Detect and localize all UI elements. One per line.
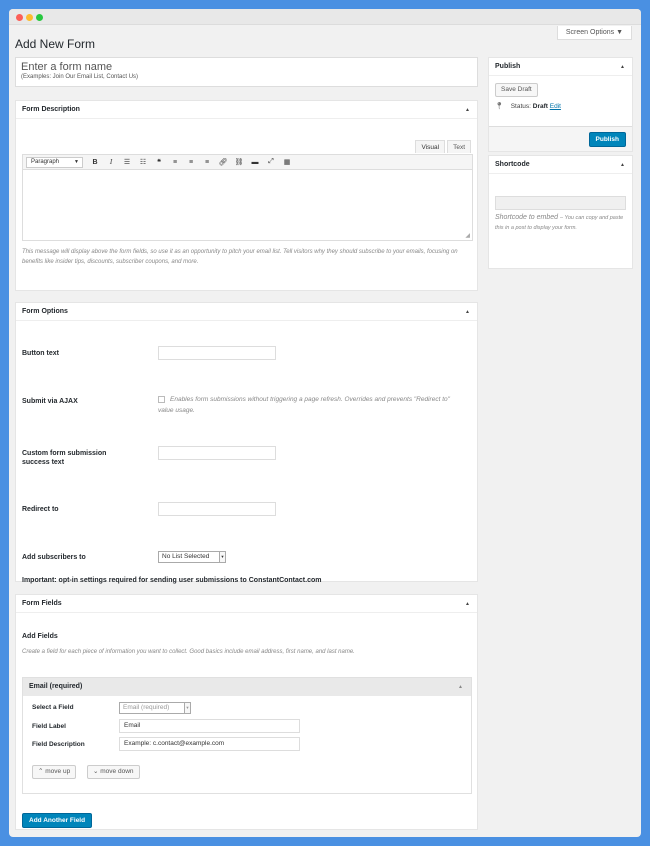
numbered-list-icon[interactable]: ☷ xyxy=(139,159,147,166)
publish-button[interactable]: Publish xyxy=(589,132,626,147)
pin-icon: 📍︎ xyxy=(495,103,504,110)
edit-status-link[interactable]: Edit xyxy=(549,103,561,110)
field-description-label: Field Description xyxy=(32,741,85,748)
move-down-button[interactable] xyxy=(87,765,140,779)
field-panel-title: Email (required) xyxy=(29,683,83,690)
editor-toolbar xyxy=(22,154,473,170)
maximize-window-icon[interactable] xyxy=(36,14,43,21)
shortcode-description xyxy=(495,213,627,233)
editor-tabs xyxy=(413,140,471,153)
fields-help-text: Create a field for each piece of information you want to collect. Good basics include email address, first name, and last name. xyxy=(22,649,355,655)
chevron-down-icon: ▼ xyxy=(219,551,226,563)
field-description-input[interactable]: Example: c.contact@example.com xyxy=(119,737,300,751)
read-more-icon[interactable]: ▬ xyxy=(251,158,259,166)
collapse-arrow-icon[interactable]: ▲ xyxy=(620,162,625,168)
field-label-label: Field Label xyxy=(32,723,66,730)
publish-title: Publish xyxy=(495,63,521,70)
success-text-input[interactable] xyxy=(158,446,276,460)
form-options-box xyxy=(15,302,478,582)
field-panel-header[interactable] xyxy=(23,678,471,696)
add-fields-heading: Add Fields xyxy=(22,633,58,640)
collapse-arrow-icon[interactable]: ▲ xyxy=(465,309,470,315)
redirect-input[interactable] xyxy=(158,502,276,516)
form-description-box xyxy=(15,100,478,291)
publish-box xyxy=(488,57,633,152)
post-status xyxy=(495,102,561,111)
form-description-header[interactable] xyxy=(16,101,477,119)
form-options-title: Form Options xyxy=(22,308,68,315)
move-down-label: move down xyxy=(100,768,134,775)
description-editor[interactable] xyxy=(22,170,473,241)
success-text-label: Custom form submission success text xyxy=(22,450,107,466)
shortcode-title: Shortcode xyxy=(495,161,530,168)
screen-options-button[interactable]: Screen Options ▼ xyxy=(557,26,632,40)
shortcode-desc-main: Shortcode to embed xyxy=(495,214,559,221)
form-fields-box xyxy=(15,594,478,830)
collapse-arrow-icon[interactable]: ▲ xyxy=(465,107,470,113)
publish-header[interactable] xyxy=(489,58,632,76)
list-select[interactable] xyxy=(158,551,226,563)
chevron-down-icon: ▼ xyxy=(184,702,191,714)
select-field-label: Select a Field xyxy=(32,704,74,711)
chevron-down-icon: ⌄ xyxy=(93,768,99,775)
chevron-up-icon: ⌃ xyxy=(38,768,44,775)
align-right-icon[interactable]: ≡ xyxy=(204,158,210,166)
title-bar xyxy=(9,9,641,25)
bullet-list-icon[interactable]: ☰ xyxy=(123,159,131,166)
form-name-placeholder: Enter a form name xyxy=(21,61,113,73)
resize-handle-icon[interactable]: ◢ xyxy=(465,233,470,239)
list-select-value: No List Selected xyxy=(162,553,210,560)
italic-icon[interactable]: I xyxy=(109,158,113,166)
collapse-arrow-icon[interactable]: ▲ xyxy=(465,601,470,607)
unlink-icon[interactable]: ⛓︎ xyxy=(234,159,244,166)
form-description-title: Form Description xyxy=(22,106,80,113)
shortcode-input[interactable] xyxy=(495,196,626,210)
paragraph-format-select[interactable] xyxy=(26,157,83,168)
link-icon[interactable]: 🔗︎ xyxy=(218,159,228,166)
button-text-input[interactable] xyxy=(158,346,276,360)
ajax-description: Enables form submissions without triggering a page refresh. Overrides and prevents "Redirect to" value usage. xyxy=(158,396,450,414)
form-name-field[interactable] xyxy=(15,57,478,87)
app-window xyxy=(9,9,641,837)
subscribers-label: Add subscribers to xyxy=(22,554,86,561)
field-label-input[interactable]: Email xyxy=(119,719,300,733)
tab-text[interactable]: Text xyxy=(447,140,471,153)
shortcode-header[interactable] xyxy=(489,156,632,174)
field-type-select[interactable] xyxy=(119,702,191,714)
align-left-icon[interactable]: ≡ xyxy=(172,158,178,166)
ajax-label: Submit via AJAX xyxy=(22,398,78,405)
form-fields-title: Form Fields xyxy=(22,600,62,607)
blockquote-icon[interactable]: ❝ xyxy=(157,159,161,166)
collapse-arrow-icon[interactable]: ▲ xyxy=(458,684,463,690)
publish-actions xyxy=(489,126,632,151)
save-draft-button[interactable]: Save Draft xyxy=(495,83,538,97)
form-name-hint: (Examples: Join Our Email List, Contact Us) xyxy=(21,74,139,80)
move-up-label: move up xyxy=(45,768,71,775)
field-panel-email xyxy=(22,677,472,794)
paragraph-format-value: Paragraph xyxy=(31,158,60,165)
shortcode-desc-detail: – You can copy and paste this in a post to display your form. xyxy=(495,215,624,231)
field-type-value: Email (required) xyxy=(123,704,170,711)
shortcode-box xyxy=(488,155,633,269)
bold-icon[interactable]: B xyxy=(92,158,98,166)
add-another-field-button[interactable]: Add Another Field xyxy=(22,813,92,828)
tab-visual[interactable]: Visual xyxy=(415,140,445,153)
button-text-label: Button text xyxy=(22,350,59,357)
status-label: Status: xyxy=(510,103,531,110)
minimize-window-icon[interactable] xyxy=(26,14,33,21)
description-help-text: This message will display above the form fields, so use it as an opportunity to pitch your email list. Tell visitors why they should subscribe to your emails, focusing on benefits like insider tips, discounts, subscriber coupons, and more. xyxy=(22,249,458,265)
collapse-arrow-icon[interactable]: ▲ xyxy=(620,64,625,70)
form-options-header[interactable] xyxy=(16,303,477,321)
status-value: Draft xyxy=(532,103,548,110)
redirect-label: Redirect to xyxy=(22,506,59,513)
toolbar-toggle-icon[interactable]: ▦ xyxy=(283,159,291,166)
page-title: Add New Form xyxy=(15,37,96,51)
align-center-icon[interactable]: ≡ xyxy=(188,158,194,166)
important-note: Important: opt-in settings required for sending user submissions to ConstantContact.com xyxy=(22,577,322,584)
move-up-button[interactable] xyxy=(32,765,76,779)
form-fields-header[interactable] xyxy=(16,595,477,613)
close-window-icon[interactable] xyxy=(16,14,23,21)
chevron-down-icon: ▼ xyxy=(74,158,79,165)
fullscreen-icon[interactable]: ⤢ xyxy=(268,158,274,165)
